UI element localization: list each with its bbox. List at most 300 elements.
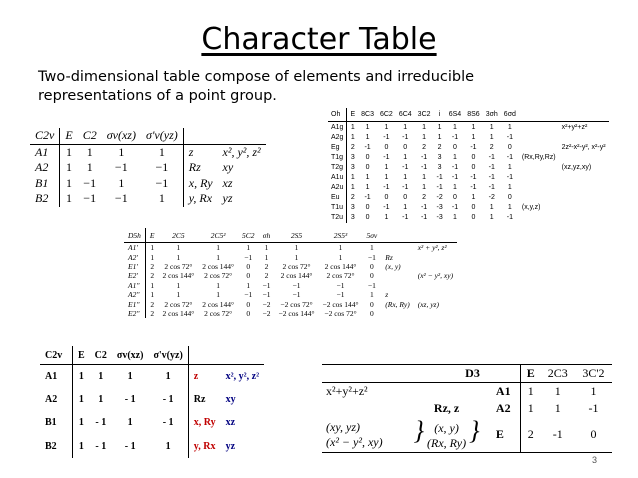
oh-character-table bbox=[328, 108, 609, 223]
character-cell: 1 bbox=[86, 144, 93, 159]
character-cell: 1 bbox=[264, 252, 269, 262]
character-cell: −2 cos 72° bbox=[324, 308, 357, 318]
table-row bbox=[30, 176, 266, 192]
irrep-label: A2 bbox=[40, 388, 73, 411]
irrep-label: A2g bbox=[328, 132, 347, 142]
character-cell: 1 bbox=[403, 204, 408, 212]
quadratic-function-line: (x² − y², xy) bbox=[326, 434, 383, 449]
character-cell: 1 bbox=[507, 184, 512, 192]
character-cell: 1 bbox=[216, 280, 221, 290]
character-cell: 1 bbox=[554, 401, 561, 415]
character-cell: -1 bbox=[383, 204, 390, 212]
irrep-label: A2u bbox=[328, 183, 347, 193]
character-cell: 1 bbox=[554, 384, 561, 398]
irrep-label: A2' bbox=[124, 252, 145, 261]
table-row bbox=[328, 193, 609, 203]
character-cell: −1 bbox=[367, 252, 376, 262]
character-cell: 1 bbox=[150, 252, 155, 262]
linear-function-cell: z bbox=[188, 365, 220, 389]
character-cell: 1 bbox=[165, 440, 171, 452]
character-cell: -1 bbox=[383, 153, 390, 161]
character-cell: 1 bbox=[489, 123, 494, 131]
header-cell: 3σh bbox=[483, 108, 501, 122]
character-cell: -1 bbox=[488, 184, 495, 192]
character-cell: 0 bbox=[507, 143, 512, 151]
quadratic-function-cell bbox=[559, 193, 609, 203]
character-cell: 0 bbox=[471, 214, 476, 222]
character-cell: 1 bbox=[66, 191, 73, 206]
table-row bbox=[40, 435, 264, 458]
header-cell: E bbox=[347, 108, 358, 122]
character-cell: - 1 bbox=[124, 440, 136, 452]
character-cell: 1 bbox=[489, 214, 494, 222]
character-cell: 2 cos 144° bbox=[162, 308, 195, 318]
character-cell: 1 bbox=[158, 144, 165, 159]
character-cell: -1 bbox=[420, 214, 428, 222]
character-cell: 1 bbox=[489, 133, 494, 141]
character-cell: 2 cos 72° bbox=[164, 261, 193, 271]
character-cell: −1 bbox=[292, 290, 301, 300]
quadratic-function-cell bbox=[559, 132, 609, 142]
irrep-label: E2' bbox=[124, 271, 145, 280]
character-cell: -1 bbox=[506, 214, 513, 222]
character-cell: 1 bbox=[489, 204, 494, 212]
quadratic-function-cell bbox=[559, 183, 609, 193]
quadratic-function-cell: yz bbox=[222, 191, 233, 206]
character-cell: 2 cos 72° bbox=[204, 271, 233, 281]
table-row bbox=[328, 152, 609, 162]
irrep-label: A1 bbox=[30, 144, 60, 160]
character-cell: 3 bbox=[437, 163, 442, 171]
irrep-label: T1g bbox=[328, 152, 347, 162]
character-cell: -1 bbox=[506, 174, 513, 182]
table-header-row bbox=[328, 108, 609, 122]
character-cell: 1 bbox=[98, 394, 104, 406]
quadratic-function-cell: (xz, yz) bbox=[417, 299, 439, 309]
character-cell: 1 bbox=[118, 144, 125, 159]
character-cell: 1 bbox=[422, 174, 427, 182]
character-cell: 0 bbox=[370, 308, 374, 318]
table-header-row bbox=[322, 365, 612, 383]
character-cell: 2 bbox=[520, 417, 540, 453]
linear-function-cell: (x, y) bbox=[385, 261, 401, 271]
irrep-label: B1 bbox=[30, 176, 60, 192]
character-cell: -1 bbox=[436, 184, 443, 192]
character-cell: 2 bbox=[350, 143, 355, 151]
table-row bbox=[30, 160, 266, 176]
character-cell: −1 bbox=[155, 160, 169, 175]
character-cell: 1 bbox=[78, 371, 84, 383]
character-cell: 1 bbox=[370, 290, 374, 300]
quadratic-function-cell: xy bbox=[225, 394, 236, 406]
character-cell: 1 bbox=[165, 371, 171, 383]
quadratic-function-cell: x² + y², z² bbox=[417, 243, 447, 253]
character-cell: −2 cos 72° bbox=[280, 299, 313, 309]
character-cell: -1 bbox=[436, 174, 443, 182]
quadratic-function-cell: x²+y²+z² bbox=[561, 123, 588, 131]
d3-character-table bbox=[322, 364, 612, 453]
table-row bbox=[322, 383, 612, 401]
header-cell: 6σd bbox=[501, 108, 519, 122]
character-cell: 1 bbox=[350, 184, 355, 192]
character-cell: 1 bbox=[127, 371, 133, 383]
character-cell: -1 bbox=[402, 133, 409, 141]
table-row bbox=[328, 122, 609, 133]
header-cell: 2C3 bbox=[541, 365, 575, 383]
character-cell: 0 bbox=[246, 308, 251, 318]
character-cell: 2 cos 72° bbox=[164, 299, 193, 309]
linear-function-cell: Rz bbox=[183, 160, 217, 176]
linear-function-cell bbox=[519, 172, 559, 182]
character-cell: 1 bbox=[422, 133, 427, 141]
header-cell: 2C5² bbox=[198, 228, 238, 243]
quadratic-function-cell bbox=[414, 290, 457, 299]
character-cell: 1 bbox=[384, 123, 389, 131]
character-cell: 1 bbox=[403, 153, 408, 161]
irrep-label: A1 bbox=[495, 384, 511, 398]
table-header-row bbox=[30, 128, 266, 144]
quadratic-function-cell bbox=[322, 417, 401, 453]
header-cell: E bbox=[520, 365, 540, 383]
character-cell: 1 bbox=[422, 123, 427, 131]
quadratic-function-cell bbox=[414, 281, 457, 290]
character-cell: - 1 bbox=[124, 394, 136, 406]
character-cell: 3 bbox=[350, 204, 355, 212]
irrep-label: B2 bbox=[40, 435, 73, 458]
d5h-character-table bbox=[124, 228, 457, 318]
character-cell: 0 bbox=[370, 261, 374, 271]
linear-function-cell bbox=[519, 142, 559, 152]
linear-function-cell: x, Ry bbox=[188, 411, 220, 434]
quadratic-function-cell: 2z²-x²-y², x²-y² bbox=[561, 143, 606, 151]
point-group-label: D3 bbox=[322, 365, 520, 383]
irrep-label: A1' bbox=[124, 243, 145, 253]
character-cell: 1 bbox=[338, 252, 343, 262]
header-cell: 8S6 bbox=[464, 108, 482, 122]
header-cell: 3C2 bbox=[415, 108, 434, 122]
character-cell: 3 bbox=[350, 153, 355, 161]
character-cell: 0 bbox=[471, 153, 476, 161]
irrep-label: B1 bbox=[40, 411, 73, 434]
quadratic-function-cell bbox=[414, 309, 457, 318]
linear-function-cell bbox=[519, 213, 559, 223]
character-cell: 1 bbox=[86, 160, 93, 175]
character-cell: 0 bbox=[471, 204, 476, 212]
character-cell: 1 bbox=[246, 280, 251, 290]
character-cell: -1 bbox=[402, 163, 409, 171]
point-group-label: C2v bbox=[30, 128, 60, 144]
character-cell: -1 bbox=[506, 153, 513, 161]
character-cell: −2 bbox=[262, 308, 271, 318]
character-cell: 1 bbox=[350, 174, 355, 182]
header-cell: E bbox=[60, 128, 78, 144]
character-cell: −1 bbox=[155, 175, 169, 190]
character-cell: 1 bbox=[403, 174, 408, 182]
character-cell: 1 bbox=[216, 243, 221, 253]
character-cell: 1 bbox=[216, 290, 221, 300]
linear-function-cell bbox=[381, 309, 413, 318]
table-row bbox=[328, 132, 609, 142]
character-cell: -1 bbox=[420, 163, 428, 171]
table-row bbox=[124, 262, 457, 271]
character-cell: 1 bbox=[176, 243, 181, 253]
character-cell: 1 bbox=[384, 214, 389, 222]
linear-function-line: (Rx, Ry) bbox=[427, 436, 467, 451]
character-cell: 1 bbox=[520, 383, 540, 401]
table-header-row bbox=[124, 228, 457, 243]
character-cell: −1 bbox=[83, 191, 97, 206]
character-cell: 0 bbox=[370, 271, 374, 281]
character-cell: - 1 bbox=[162, 417, 174, 429]
character-cell: −2 cos 144° bbox=[278, 308, 315, 318]
character-cell: −1 bbox=[292, 280, 301, 290]
irrep-label: A2 bbox=[30, 160, 60, 176]
irrep-label: E1' bbox=[124, 262, 145, 271]
character-cell: 1 bbox=[453, 214, 457, 222]
character-cell: 1 bbox=[66, 160, 73, 175]
character-cell: 1 bbox=[520, 400, 540, 417]
table-row bbox=[124, 309, 457, 318]
character-cell: -2 bbox=[488, 194, 495, 202]
character-cell: 1 bbox=[471, 123, 476, 131]
point-group-label: C2v bbox=[40, 346, 73, 365]
quadratic-function-cell bbox=[559, 213, 609, 223]
linear-function-cell bbox=[519, 193, 559, 203]
character-cell: 2 bbox=[422, 143, 427, 151]
linear-function-cell bbox=[401, 417, 492, 453]
character-cell: 2 cos 72° bbox=[282, 261, 311, 271]
table-row bbox=[40, 365, 264, 389]
character-cell: 1 bbox=[471, 194, 476, 202]
character-cell: 1 bbox=[216, 252, 221, 262]
character-cell: 1 bbox=[294, 243, 299, 253]
character-cell: -1 bbox=[552, 427, 563, 442]
character-cell: 1 bbox=[453, 184, 457, 192]
irrep-label: A2" bbox=[124, 290, 145, 299]
slide-subtitle: Two-dimensional table compose of elements and irreducible representations of a point group. bbox=[38, 69, 475, 104]
character-cell: −1 bbox=[114, 191, 128, 206]
character-cell: 1 bbox=[150, 280, 155, 290]
quadratic-function-cell bbox=[559, 172, 609, 182]
header-cell: σh bbox=[259, 228, 275, 243]
quadratic-function-cell: x²+y²+z² bbox=[326, 384, 368, 398]
character-cell: 1 bbox=[384, 174, 389, 182]
header-cell: σv(xz) bbox=[102, 128, 141, 144]
header-cell: 2S5³ bbox=[319, 228, 363, 243]
character-cell: -1 bbox=[420, 204, 428, 212]
character-cell: -3 bbox=[436, 214, 443, 222]
table-row bbox=[322, 400, 612, 417]
character-cell: 1 bbox=[158, 191, 165, 206]
character-cell: - 1 bbox=[95, 417, 107, 429]
character-cell: −1 bbox=[262, 280, 271, 290]
table-row bbox=[328, 172, 609, 182]
character-cell: -1 bbox=[488, 174, 495, 182]
linear-function-cell: x, Ry bbox=[183, 176, 217, 192]
irrep-label: A1u bbox=[328, 172, 347, 182]
character-cell: 1 bbox=[403, 123, 408, 131]
header-cell: 2S5 bbox=[275, 228, 319, 243]
character-cell: 1 bbox=[350, 133, 355, 141]
character-cell: −1 bbox=[367, 280, 376, 290]
character-cell: 2 bbox=[264, 261, 269, 271]
character-cell: 1 bbox=[127, 417, 133, 429]
character-cell: 2 bbox=[437, 143, 442, 151]
header-cell: σ'v(yz) bbox=[141, 128, 183, 144]
character-cell: -1 bbox=[451, 204, 459, 212]
character-cell: −1 bbox=[262, 290, 271, 300]
character-cell: 2 bbox=[264, 271, 269, 281]
header-cell bbox=[519, 108, 559, 122]
table-row bbox=[124, 252, 457, 261]
linear-function-cell bbox=[519, 122, 559, 133]
character-cell: 1 bbox=[507, 204, 512, 212]
header-cell: 5σv bbox=[362, 228, 381, 243]
character-cell: 0 bbox=[365, 153, 370, 161]
character-cell: 1 bbox=[365, 174, 370, 182]
character-cell: 2 cos 144° bbox=[202, 299, 235, 309]
character-cell: 1 bbox=[150, 290, 155, 300]
irrep-label: T1u bbox=[328, 203, 347, 213]
linear-function-cell bbox=[381, 281, 413, 290]
character-cell: 1 bbox=[350, 123, 355, 131]
character-cell: 1 bbox=[78, 417, 84, 429]
character-cell: 0 bbox=[384, 143, 389, 151]
brace-icon: } bbox=[469, 416, 480, 445]
slide-title: Character Table bbox=[201, 22, 437, 57]
character-cell: -1 bbox=[383, 184, 390, 192]
character-cell: 2 bbox=[150, 308, 155, 318]
table-row bbox=[30, 191, 266, 207]
quadratic-function-cell: yz bbox=[225, 440, 236, 452]
character-cell: 1 bbox=[294, 252, 299, 262]
header-cell: σv(xz) bbox=[112, 346, 149, 365]
character-cell: 0 bbox=[246, 261, 251, 271]
character-cell: 1 bbox=[507, 163, 512, 171]
character-cell: 0 bbox=[365, 163, 370, 171]
character-cell: -1 bbox=[451, 133, 459, 141]
character-cell: -1 bbox=[364, 143, 371, 151]
header-cell: C2 bbox=[90, 346, 112, 365]
table-row bbox=[124, 271, 457, 280]
quadratic-function-cell bbox=[414, 262, 457, 271]
header-cell: 8C3 bbox=[358, 108, 377, 122]
character-cell: 0 bbox=[246, 271, 251, 281]
irrep-label: E2" bbox=[124, 309, 145, 318]
table-row bbox=[322, 417, 612, 453]
header-cell: E bbox=[145, 228, 158, 243]
table-row bbox=[30, 144, 266, 160]
table-row bbox=[328, 213, 609, 223]
character-cell: 1 bbox=[98, 371, 104, 383]
linear-function-cell: Rz bbox=[188, 388, 220, 411]
linear-function-cell bbox=[519, 162, 559, 172]
linear-function-cell: z bbox=[385, 290, 389, 300]
character-cell: 2 cos 144° bbox=[280, 271, 313, 281]
character-cell: -1 bbox=[420, 153, 428, 161]
character-cell: -2 bbox=[436, 194, 443, 202]
header-cell: i bbox=[434, 108, 446, 122]
character-cell: 1 bbox=[176, 280, 181, 290]
character-cell: -1 bbox=[506, 133, 513, 141]
table-row bbox=[40, 388, 264, 411]
character-cell: -1 bbox=[470, 143, 477, 151]
character-cell: - 1 bbox=[95, 440, 107, 452]
linear-function-cell: y, Rx bbox=[183, 191, 217, 207]
character-cell: 1 bbox=[471, 133, 476, 141]
header-cell bbox=[381, 228, 413, 243]
linear-function-cell: z bbox=[183, 144, 217, 160]
character-cell: 3 bbox=[350, 163, 355, 171]
character-cell: -1 bbox=[383, 133, 390, 141]
header-cell: C2 bbox=[78, 128, 102, 144]
c2v-character-table-top bbox=[30, 128, 266, 207]
irrep-label: A1" bbox=[124, 281, 145, 290]
linear-function-cell: (x,y,z) bbox=[521, 204, 541, 212]
character-cell: 1 bbox=[437, 133, 442, 141]
table-row bbox=[328, 162, 609, 172]
irrep-label: E1" bbox=[124, 299, 145, 308]
table-row bbox=[328, 203, 609, 213]
character-cell: 1 bbox=[590, 384, 597, 398]
character-cell: −2 cos 144° bbox=[322, 299, 359, 309]
quadratic-function-cell bbox=[559, 203, 609, 213]
character-cell: 3 bbox=[350, 214, 355, 222]
character-cell: 1 bbox=[264, 243, 269, 253]
irrep-label: E bbox=[495, 427, 504, 442]
header-cell: 6C4 bbox=[396, 108, 415, 122]
header-cell: E bbox=[73, 346, 90, 365]
character-cell: 1 bbox=[365, 133, 370, 141]
character-cell: −1 bbox=[114, 160, 128, 175]
linear-function-cell bbox=[519, 183, 559, 193]
linear-function-cell: y, Rx bbox=[188, 435, 220, 458]
header-cell bbox=[218, 128, 266, 144]
character-cell: 1 bbox=[66, 175, 73, 190]
character-cell: 2 bbox=[489, 143, 494, 151]
character-cell: -1 bbox=[451, 163, 459, 171]
character-cell: -1 bbox=[364, 194, 371, 202]
character-cell: 1 bbox=[453, 153, 457, 161]
character-cell: 1 bbox=[118, 175, 125, 190]
quadratic-function-cell: x², y², z² bbox=[222, 144, 261, 159]
character-cell: 2 bbox=[422, 194, 427, 202]
quadratic-function-line: (xy, yz) bbox=[326, 419, 360, 434]
character-cell: 1 bbox=[370, 243, 374, 253]
character-cell: 2 bbox=[350, 194, 355, 202]
header-cell: 2C5 bbox=[159, 228, 199, 243]
character-cell: - 1 bbox=[162, 394, 174, 406]
linear-function-cell bbox=[519, 132, 559, 142]
linear-function-cell bbox=[381, 271, 413, 280]
header-cell bbox=[183, 128, 217, 144]
header-cell bbox=[414, 228, 457, 243]
linear-function-cell bbox=[381, 243, 413, 253]
character-cell: 1 bbox=[437, 123, 442, 131]
quadratic-function-cell: xz bbox=[222, 175, 233, 190]
irrep-label: A1g bbox=[328, 122, 347, 133]
header-cell: σ'v(yz) bbox=[148, 346, 188, 365]
irrep-label: T2g bbox=[328, 162, 347, 172]
character-cell: -1 bbox=[402, 184, 409, 192]
character-cell: 1 bbox=[176, 252, 181, 262]
character-cell: −1 bbox=[244, 290, 253, 300]
character-cell: 1 bbox=[150, 243, 155, 253]
linear-function-cell: Rz bbox=[385, 252, 393, 262]
character-cell: 0 bbox=[370, 299, 374, 309]
irrep-label: Eu bbox=[328, 193, 347, 203]
page-number: 3 bbox=[592, 455, 598, 465]
